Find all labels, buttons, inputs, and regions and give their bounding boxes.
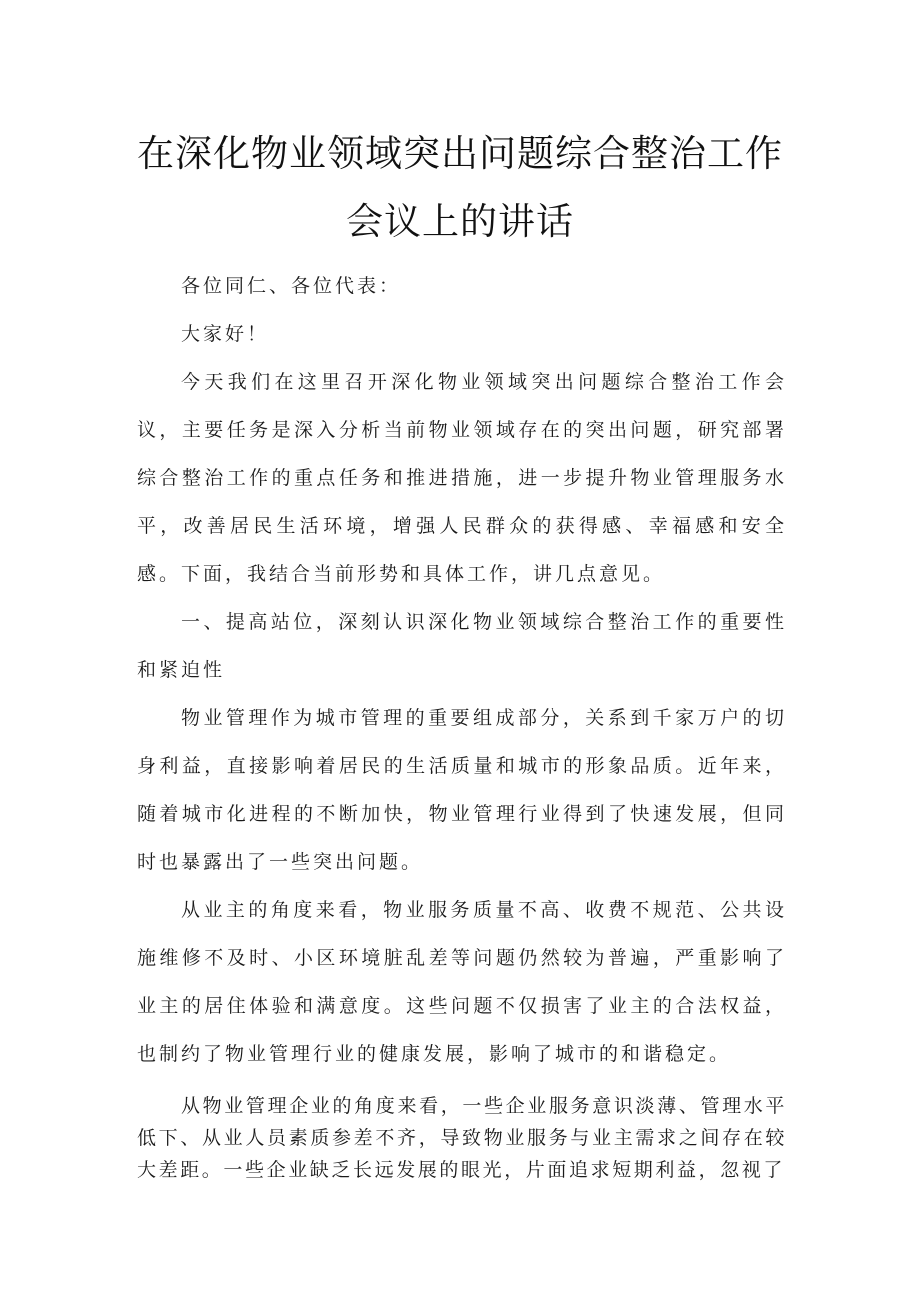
body-paragraph-2: 从业主的角度来看，物业服务质量不高、收费不规范、公共设施维修不及时、小区环境脏乱差等问题仍然较为普遍，严重影响了业主的居住体验和满意度。这些问题不仅损害了业主的合法权益，也制约了物业管理行业的健康发展，影响了城市的和谐稳定。 bbox=[137, 899, 787, 1065]
body-paragraph-3: 从物业管理企业的角度来看，一些企业服务意识淡薄、管理水平低下、从业人员素质参差不齐，导致物业服务与业主需求之间存在较大差距。一些企业缺乏长远发展的眼光，片面追求短期利益，忽视了 bbox=[137, 1095, 787, 1181]
body-paragraph-1: 物业管理作为城市管理的重要组成部分，关系到千家万户的切身利益，直接影响着居民的生活质量和城市的形象品质。近年来，随着城市化进程的不断加快，物业管理行业得到了快速发展，但同时也暴露出了一些突出问题。 bbox=[137, 707, 787, 873]
greeting-paragraph: 大家好！ bbox=[181, 323, 270, 345]
section-heading-1: 一、提高站位，深刻认识深化物业领域综合整治工作的重要性和紧迫性 bbox=[137, 611, 787, 681]
salutation-paragraph: 各位同仁、各位代表： bbox=[181, 275, 402, 297]
document-title-line-2: 会议上的讲话 bbox=[346, 200, 574, 243]
document-title-line-1: 在深化物业领域突出问题综合整治工作 bbox=[137, 132, 783, 175]
intro-paragraph: 今天我们在这里召开深化物业领域突出问题综合整治工作会议，主要任务是深入分析当前物业领域存在的突出问题，研究部署综合整治工作的重点任务和推进措施，进一步提升物业管理服务水平，改善居民生活环境，增强人民群众的获得感、幸福感和安全感。下面，我结合当前形势和具体工作，讲几点意见。 bbox=[137, 371, 787, 585]
